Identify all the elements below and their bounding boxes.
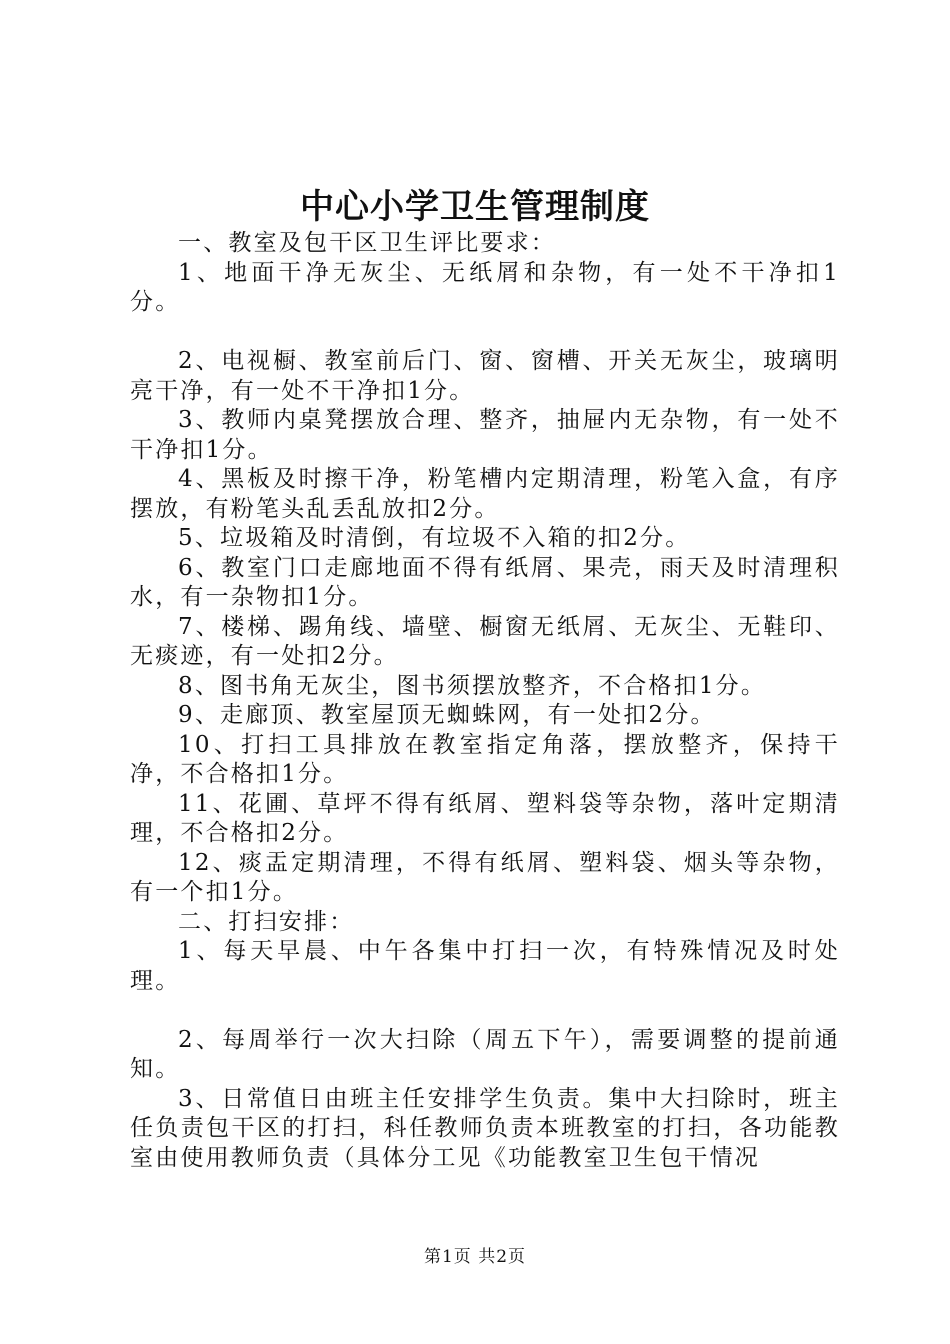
paragraph-item-10: 10、打扫工具排放在教室指定角落，摆放整齐，保持干净，不合格扣1分。 <box>130 731 840 787</box>
section-heading-2: 二、打扫安排： <box>178 908 355 935</box>
paragraph-item-5: 5、垃圾箱及时清倒，有垃圾不入箱的扣2分。 <box>178 525 691 551</box>
paragraph-item-8: 8、图书角无灰尘，图书须摆放整齐，不合格扣1分。 <box>178 672 767 699</box>
paragraph-item-11: 11、花圃、草坪不得有纸屑、塑料袋等杂物，落叶定期清理，不合格扣2分。 <box>130 790 840 846</box>
paragraph-item-12: 12、痰盂定期清理，不得有纸屑、塑料袋、烟头等杂物，有一个扣1分。 <box>130 849 840 905</box>
paragraph-item-3: 3、教师内桌凳摆放合理、整齐，抽屉内无杂物，有一处不干净扣1分。 <box>130 407 840 463</box>
paragraph-item-1: 1、地面干净无灰尘、无纸屑和杂物，有一处不干净扣1分。 <box>130 259 840 315</box>
paragraph-item-2: 2、电视橱、教室前后门、窗、窗槽、开关无灰尘，玻璃明亮干净，有一处不干净扣1分。 <box>130 348 840 404</box>
document-title: 中心小学卫生管理制度 <box>300 187 650 227</box>
paragraph-item-7: 7、楼梯、踢角线、墙壁、橱窗无纸屑、无灰尘、无鞋印、无痰迹，有一处扣2分。 <box>130 613 840 669</box>
page-number-footer: 第1页 共2页 <box>423 1247 527 1267</box>
paragraph-item-6: 6、教室门口走廊地面不得有纸屑、果壳，雨天及时清理积水，有一杂物扣1分。 <box>130 554 840 610</box>
schedule-item-3: 3、日常值日由班主任安排学生负责。集中大扫除时，班主任负责包干区的打扫，科任教师负责本班教室的打扫，各功能教室由使用教师负责（具体分工见《功能教室卫生包干情况 <box>130 1085 840 1171</box>
schedule-item-1: 1、每天早晨、中午各集中打扫一次，有特殊情况及时处理。 <box>130 938 840 994</box>
section-heading-1: 一、教室及包干区卫生评比要求： <box>178 230 556 256</box>
document-body <box>130 229 840 1173</box>
paragraph-item-4: 4、黑板及时擦干净，粉笔槽内定期清理，粉笔入盒，有序摆放，有粉笔头乱丢乱放扣2分。 <box>130 466 840 522</box>
paragraph-item-9: 9、走廊顶、教室屋顶无蜘蛛网，有一处扣2分。 <box>178 702 716 728</box>
schedule-item-2: 2、每周举行一次大扫除（周五下午），需要调整的提前通知。 <box>130 1026 840 1082</box>
